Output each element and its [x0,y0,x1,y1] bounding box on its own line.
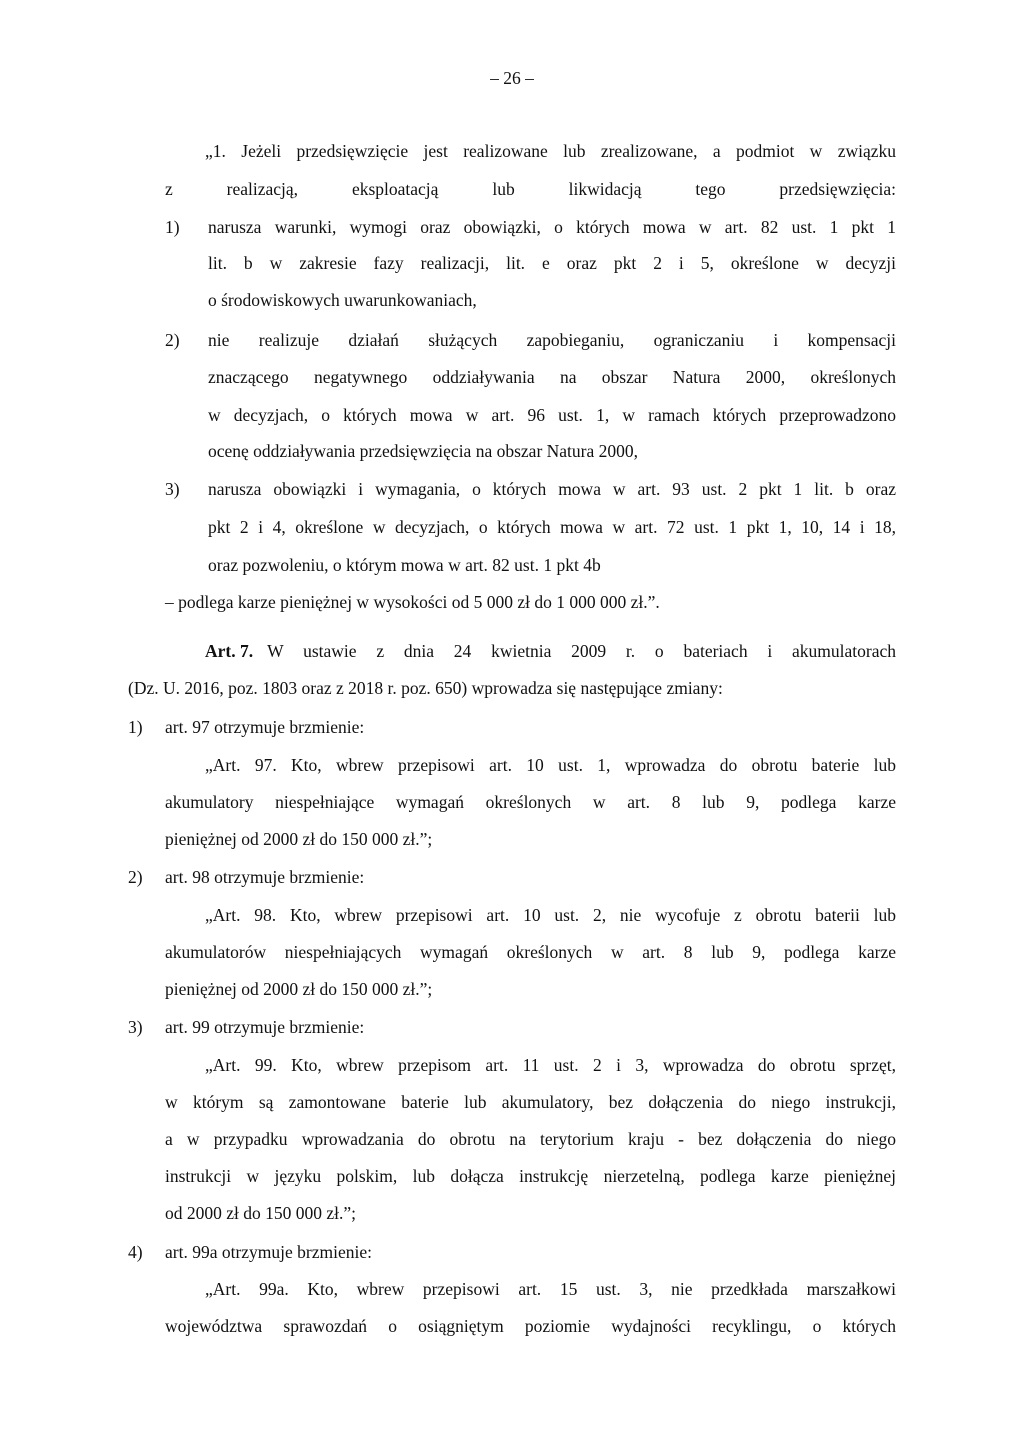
quoted-line: pieniężnej od 2000 zł do 150 000 zł.”; [165,829,433,849]
list-item-heading: art. 99a otrzymuje brzmienie: [165,1242,373,1262]
list-item-heading: art. 98 otrzymuje brzmienie: [165,867,365,887]
list-item-heading: art. 97 otrzymuje brzmienie: [165,717,365,737]
quoted-line: akumulatorów niespełniających wymagań określonych w art. 8 lub 9, podlega karze [165,942,896,962]
quoted-line: „Art. 99. Kto, wbrew przepisom art. 11 ust. 2 i 3, wprowadza do obrotu sprzęt, [205,1055,896,1075]
list-item-line: ocenę oddziaływania przedsięwzięcia na obszar Natura 2000, [208,441,639,461]
quoted-line: „Art. 99a. Kto, wbrew przepisowi art. 15 ust. 3, nie przedkłada marszałkowi [205,1279,896,1299]
quoted-line: od 2000 zł do 150 000 zł.”; [165,1203,357,1223]
quoted-line: akumulatory niespełniające wymagań określonych w art. 8 lub 9, podlega karze [165,792,896,812]
list-item-line: znaczącego negatywnego oddziaływania na obszar Natura 2000, określonych [208,367,896,387]
quoted-line: „Art. 98. Kto, wbrew przepisowi art. 10 ust. 2, nie wycofuje z obrotu baterii lub [205,905,896,925]
list-item-line: o środowiskowych uwarunkowaniach, [208,290,477,310]
list-item-line: nie realizuje działań służących zapobieganiu, ograniczaniu i kompensacji [208,330,896,350]
list-item-line: narusza obowiązki i wymagania, o których mowa w art. 93 ust. 2 pkt 1 lit. b oraz [208,479,896,499]
quoted-line: pieniężnej od 2000 zł do 150 000 zł.”; [165,979,433,999]
article-heading-line [205,643,896,661]
list-item-number: 4) [128,1242,143,1262]
article-label: Art. 7. [205,641,254,661]
list-item-number: 1) [165,217,180,237]
list-item-number: 2) [165,330,180,350]
article-intro-line: (Dz. U. 2016, poz. 1803 oraz z 2018 r. poz. 650) wprowadza się następujące zmiany: [128,678,723,698]
list-item-line: narusza warunki, wymogi oraz obowiązki, o których mowa w art. 82 ust. 1 pkt 1 [208,217,896,237]
list-item-line: lit. b w zakresie fazy realizacji, lit. e oraz pkt 2 i 5, określone w decyzji [208,253,896,273]
article-intro: W ustawie z dnia 24 kwietnia 2009 r. o bateriach i akumulatorach [267,641,896,661]
quoted-line: województwa sprawozdań o osiągniętym poziomie wydajności recyklingu, o których [165,1316,896,1336]
quoted-line: „Art. 97. Kto, wbrew przepisowi art. 10 ust. 1, wprowadza do obrotu baterie lub [205,755,896,775]
quoted-line: instrukcji w języku polskim, lub dołącza instrukcję nierzetelną, podlega karze pieniężnej [165,1166,896,1186]
paragraph-line: z realizacją, eksploatacją lub likwidacją tego przedsięwzięcia: [165,179,896,199]
closing-line: – podlega karze pieniężnej w wysokości od 5 000 zł do 1 000 000 zł.”. [165,592,660,612]
list-item-number: 3) [165,479,180,499]
list-item-line: oraz pozwoleniu, o którym mowa w art. 82 ust. 1 pkt 4b [208,555,601,575]
quoted-line: a w przypadku wprowadzania do obrotu na terytorium kraju - bez dołączenia do niego [165,1129,896,1149]
list-item-heading: art. 99 otrzymuje brzmienie: [165,1017,365,1037]
list-item-number: 2) [128,867,143,887]
page-number: – 26 – [490,68,534,88]
list-item-line: pkt 2 i 4, określone w decyzjach, o których mowa w art. 72 ust. 1 pkt 1, 10, 14 i 18, [208,517,896,537]
list-item-number: 3) [128,1017,143,1037]
list-item-line: w decyzjach, o których mowa w art. 96 ust. 1, w ramach których przeprowadzono [208,405,896,425]
paragraph-line: „1. Jeżeli przedsięwzięcie jest realizowane lub zrealizowane, a podmiot w związku [205,141,896,161]
list-item-number: 1) [128,717,143,737]
quoted-line: w którym są zamontowane baterie lub akumulatory, bez dołączenia do niego instrukcji, [165,1092,896,1112]
